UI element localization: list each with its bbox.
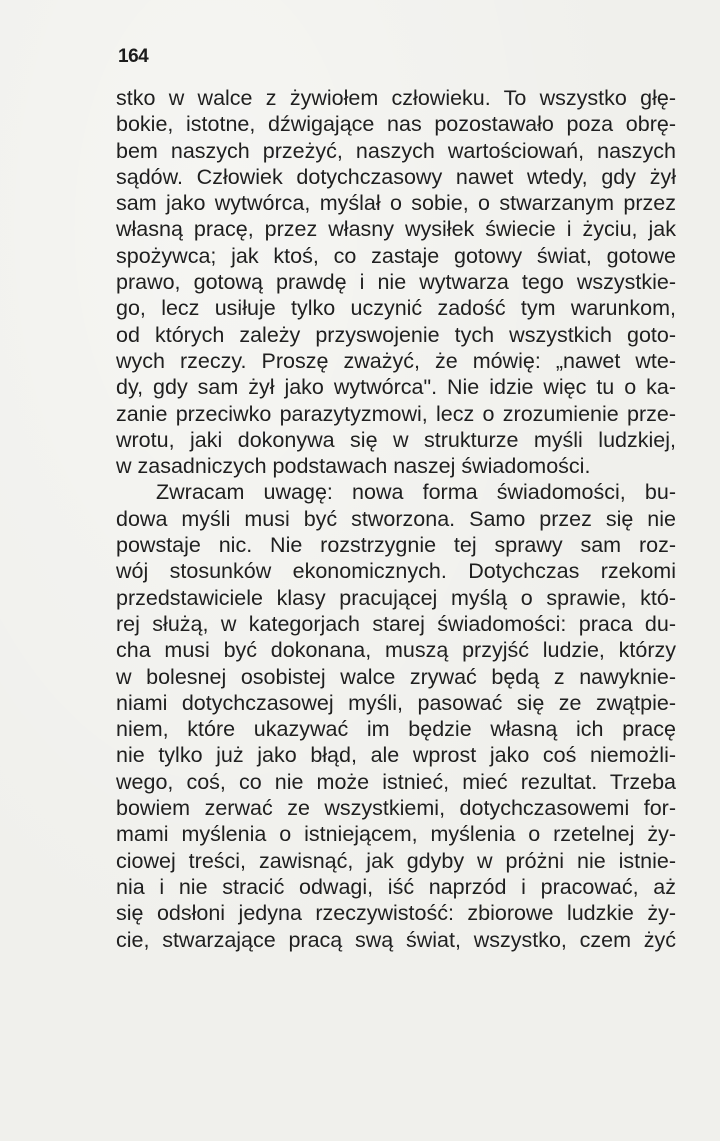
text-line: mami myślenia o istniejącem, myślenia o rzetelnej ży- (116, 822, 676, 847)
text-line: powstaje nic. Nie rozstrzygnie tej sprawy sam roz- (116, 533, 676, 558)
paragraph-2 (116, 479, 676, 952)
text-line: stko w walce z żywiołem człowieku. To wszystko głę- (116, 86, 676, 110)
text-line: go, lecz usiłuje tylko uczynić zadość tym warunkom, (116, 296, 676, 321)
text-line: nia i nie stracić odwagi, iść naprzód i pracować, aż (116, 874, 676, 899)
text-line: sądów. Człowiek dotychczasowy nawet wtedy, gdy żył (116, 164, 676, 189)
text-line: bem naszych przeżyć, naszych wartościowań, naszych (116, 138, 676, 163)
text-line: nie tylko już jako błąd, ale wprost jako coś niemożli- (116, 743, 676, 768)
text-line: Zwracam uwagę: nowa forma świadomości, bu- (156, 480, 676, 505)
text-line: niem, które ukazywać im będzie własną ich pracę (116, 717, 676, 742)
text-line: sam jako wytwórca, myślał o sobie, o stwarzanym przez (116, 191, 676, 216)
text-line: cha musi być dokonana, muszą przyjść ludzie, którzy (116, 638, 676, 663)
body-text (116, 85, 676, 953)
text-line: własną pracę, przez własny wysiłek świecie i życiu, jak (116, 217, 676, 242)
text-line: spożywca; jak ktoś, co zastaje gotowy świat, gotowe (116, 243, 676, 268)
text-line: w zasadniczych podstawach naszej świadomości. (116, 454, 591, 479)
text-line: przedstawiciele klasy pracującej myślą o sprawie, któ- (116, 585, 676, 610)
text-line: od których zależy przyswojenie tych wszystkich goto- (116, 322, 676, 347)
text-line: wych rzeczy. Proszę zważyć, że mówię: „nawet wte- (116, 348, 676, 373)
paragraph-1 (116, 85, 676, 479)
text-line: wój stosunków ekonomicznych. Dotychczas rzekomi (116, 559, 676, 584)
text-line: prawo, gotową prawdę i nie wytwarza tego wszystkie- (116, 270, 676, 295)
text-line: zanie przeciwko parazytyzmowi, lecz o zrozumienie prze- (116, 401, 676, 426)
text-line: wego, coś, co nie może istnieć, mieć rezultat. Trzeba (116, 769, 676, 794)
text-line: niami dotychczasowej myśli, pasować się ze zwątpie- (116, 690, 676, 715)
text-line: rej służą, w kategorjach starej świadomości: praca du- (116, 611, 676, 636)
text-line: się odsłoni jedyna rzeczywistość: zbiorowe ludzkie ży- (116, 901, 676, 926)
text-line: dowa myśli musi być stworzona. Samo przez się nie (116, 506, 676, 531)
page-number: 164 (118, 46, 149, 67)
text-line: bowiem zerwać ze wszystkiemi, dotychczasowemi for- (116, 796, 676, 821)
text-line: w bolesnej osobistej walce zrywać będą z nawyknie- (116, 664, 676, 689)
text-line: bokie, istotne, dźwigające nas pozostawało poza obrę- (116, 112, 676, 137)
text-line: wrotu, jaki dokonywa się w strukturze myśli ludzkiej, (116, 427, 676, 452)
text-line: ciowej treści, zawisnąć, jak gdyby w próżni nie istnie- (116, 848, 676, 873)
text-line: cie, stwarzające pracą swą świat, wszystko, czem żyć (116, 927, 676, 952)
text-line: dy, gdy sam żył jako wytwórca". Nie idzie więc tu o ka- (116, 375, 676, 400)
